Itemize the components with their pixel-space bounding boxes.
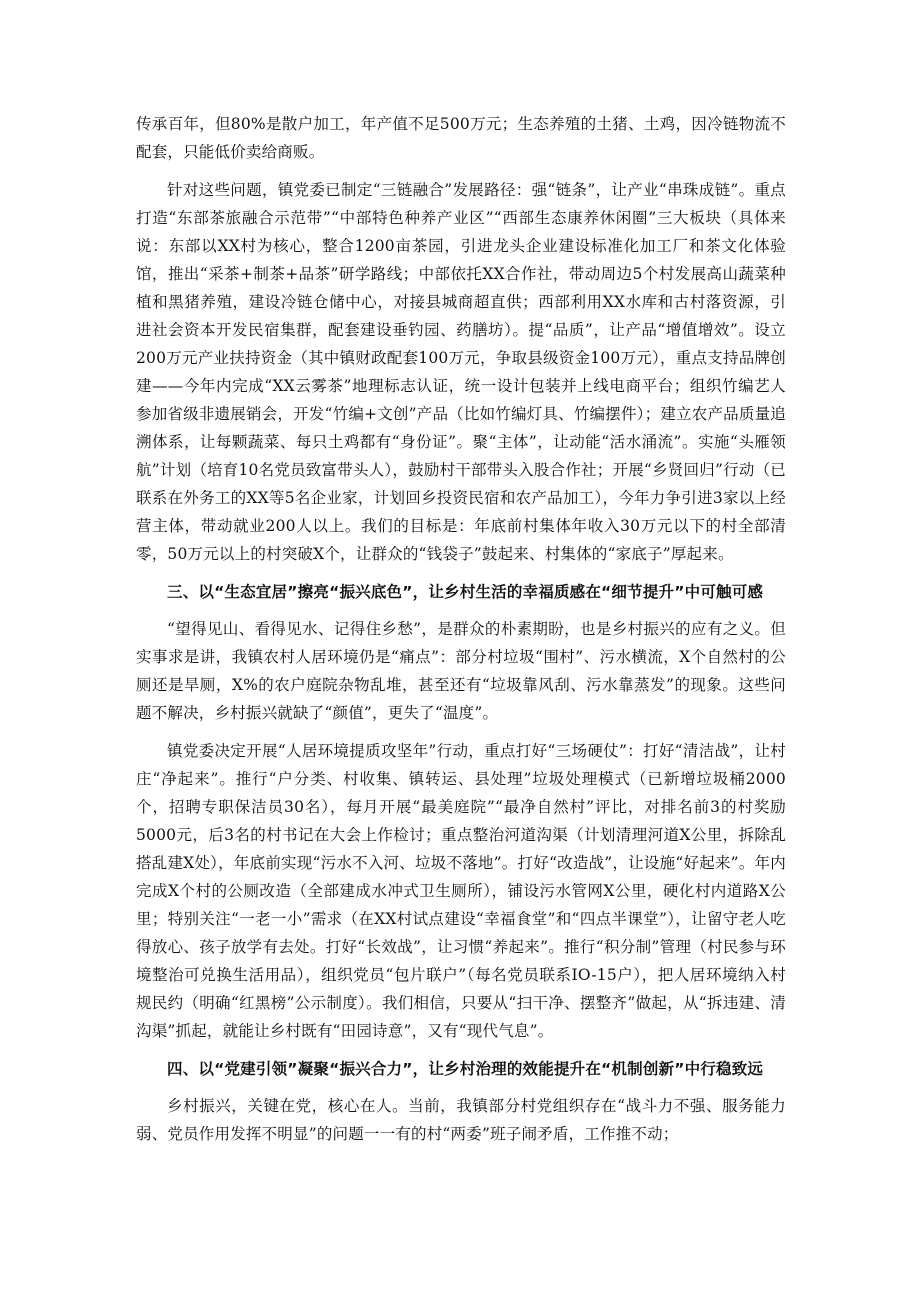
section-heading-3: 三、以“生态宜居”擦亮“振兴底色”，让乡村生活的幸福质感在“细节提升”中可触可感 — [167, 583, 764, 601]
body-paragraph-2: 针对这些问题，镇党委已制定“三链融合”发展路径：强“链条”，让产业“串珠成链”。重点打造“东部茶旅融合示范带”“中部特色种养产业区”“西部生态康养休闲圈”三大板块（具体来说：东部以XX村为核心，整合1200亩茶园，引进龙头企业建设标准化加工厂和茶文化体验馆，推出“采茶+制茶+品茶”研学路线；中部依托XX合作社，带动周边5个村发展高山蔬菜种植和黑猪养殖，建设冷链仓储中心，对接县城商超直供；西部利用XX水库和古村落资源，引进社会资本开发民宿集群，配套建设垂钓园、药膳坊）。提“品质”，让产品“增值增效”。设立200万元产业扶持资金（其中镇财政配套100万元，争取县级资金100万元），重点支持品牌创建——今年内完成“XX云雾茶”地理标志认证，统一设计包装并上线电商平台；组织竹编艺人参加省级非遗展销会，开发“竹编+文创”产品（比如竹编灯具、竹编摆件）；建立农产品质量追溯体系，让每颗蔬菜、每只土鸡都有“身份证”。聚“主体”，让动能“活水涌流”。实施“头雁领航”计划（培育10名党员致富带头人），鼓励村干部带头入股合作社；开展“乡贤回归”行动（已联系在外务工的XX等5名企业家，计划回乡投资民宿和农产品加工），今年力争引进3家以上经营主体，带动就业200人以上。我们的目标是：年底前村集体年收入30万元以下的村全部清零，50万元以上的村突破X个，让群众的“钱袋子”鼓起来、村集体的“家底子”厚起来。 — [136, 181, 786, 563]
document-page — [136, 110, 786, 1158]
body-paragraph-3: “望得见山、看得见水、记得住乡愁”，是群众的朴素期盼，也是乡村振兴的应有之义。但实事求是讲，我镇农村人居环境仍是“痛点”：部分村垃圾“围村”、污水横流，X个自然村的公厕还是旱厕，X%的农户庭院杂物乱堆，甚至还有“垃圾靠风刮、污水靠蒸发”的现象。这些问题不解决，乡村振兴就缺了“颜值”，更失了“温度”。 — [136, 620, 786, 722]
section-heading-4: 四、以“党建引领”凝聚“振兴合力”，让乡村治理的效能提升在“机制创新”中行稳致远 — [167, 1060, 764, 1078]
body-paragraph-5: 乡村振兴，关键在党，核心在人。当前，我镇部分村党组织存在“战斗力不强、服务能力弱、党员作用发挥不明显”的问题一一有的村“两委”班子闹矛盾，工作推不动； — [136, 1097, 786, 1143]
body-paragraph-1: 传承百年，但80%是散户加工，年产值不足500万元；生态养殖的土猪、土鸡，因冷链物流不配套，只能低价卖给商贩。 — [136, 115, 786, 161]
body-paragraph-4: 镇党委决定开展“人居环境提质攻坚年”行动，重点打好“三场硬仗”：打好“清洁战”，让村庄“净起来”。推行“户分类、村收集、镇转运、县处理”垃圾处理模式（已新增垃圾桶2000个，招聘专职保洁员30名），每月开展“最美庭院”“最净自然村”评比，对排名前3的村奖励5000元，后3名的村书记在大会上作检讨；重点整治河道沟渠（计划清理河道X公里，拆除乱搭乱建X处），年底前实现“污水不入河、垃圾不落地”。打好“改造战”，让设施“好起来”。年内完成X个村的公厕改造（全部建成水冲式卫生厕所），铺设污水管网X公里，硬化村内道路X公里；特别关注“一老一小”需求（在XX村试点建设“幸福食堂”和“四点半课堂”），让留守老人吃得放心、孩子放学有去处。打好“长效战”，让习惯“养起来”。推行“积分制”管理（村民参与环境整治可兑换生活用品），组织党员“包片联户”（每名党员联系IO-15户），把人居环境纳入村规民约（明确“红黑榜”公示制度）。我们相信，只要从“扫干净、摆整齐”做起，从“拆违建、清沟渠”抓起，就能让乡村既有“田园诗意”，又有“现代气息”。 — [136, 742, 786, 1040]
